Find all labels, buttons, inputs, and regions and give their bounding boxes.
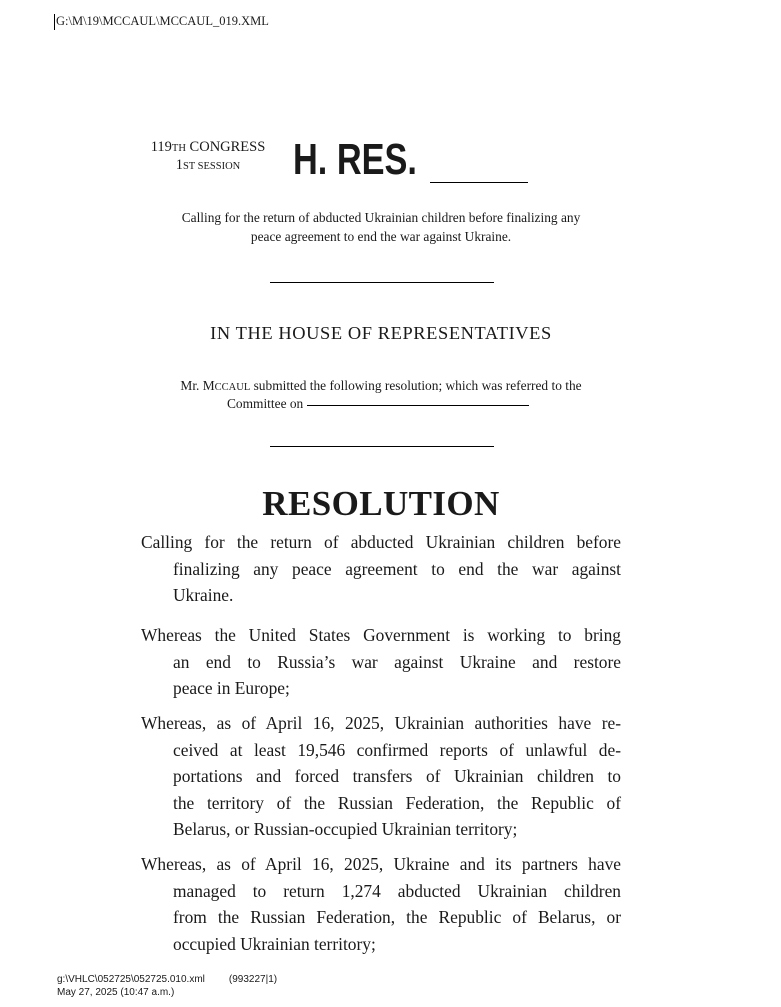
text-line: Calling for the return of abducted Ukrainian children before <box>141 532 621 552</box>
whereas-clause <box>141 622 621 702</box>
divider <box>270 446 494 447</box>
text-line: Whereas, as of April 16, 2025, Ukraine and its partners have <box>141 854 621 874</box>
congress-label: 119TH CONGRESS <box>150 139 266 155</box>
sponsor-name-rest: CAUL <box>221 382 251 393</box>
text-line: an end to Russia’s war against Ukraine and restore <box>173 651 621 672</box>
text-line: Whereas, as of April 16, 2025, Ukrainian authorities have re- <box>141 713 621 733</box>
text-line: the territory of the Russian Federation, the Republic of <box>173 792 621 813</box>
file-path: G:\M\19\MCCAUL\MCCAUL_019.XML <box>56 14 269 28</box>
text-line: managed to return 1,274 abducted Ukrainian children <box>173 880 621 901</box>
committee-referral: Committee on <box>227 395 529 413</box>
text-line: occupied Ukrainian territory; <box>173 933 376 954</box>
text-line: peace in Europe; <box>173 678 290 699</box>
whereas-clause <box>141 851 621 957</box>
footer-code: (993227|1) <box>228 974 278 985</box>
text-line: portations and forced transfers of Ukrainian children to <box>173 766 621 787</box>
text-line: finalizing any peace agreement to end the war against <box>173 558 621 579</box>
congress-session-block <box>140 139 276 175</box>
whereas-clause <box>141 710 621 843</box>
footer-file-path: g:\VHLC\052725\052725.010.xml <box>57 974 205 985</box>
short-title-line: Calling for the return of abducted Ukrainian children before finalizing any <box>181 210 581 225</box>
footer <box>57 974 277 999</box>
text-line: Whereas the United States Government is working to bring <box>141 625 621 645</box>
document-heading: RESOLUTION <box>262 484 500 523</box>
short-title-line: peace agreement to end the war against Ukraine. <box>250 229 512 244</box>
text-line: Ukraine. <box>173 585 234 606</box>
text-line: ceived at least 19,546 confirmed reports of unlawful de- <box>173 739 621 760</box>
session-label: 1ST SESSION <box>175 157 241 173</box>
measure-type: H. RES. <box>293 135 417 184</box>
short-title <box>150 208 612 246</box>
submission-statement: Mr. MCCAUL submitted the following resolution; which was referred to the <box>180 378 582 393</box>
margin-line <box>54 14 55 30</box>
chamber-heading: IN THE HOUSE OF REPRESENTATIVES <box>210 323 552 343</box>
text-line: from the Russian Federation, the Republic of Belarus, or <box>173 907 621 928</box>
title-paragraph <box>141 529 621 609</box>
measure-number-blank <box>430 182 528 183</box>
divider <box>270 282 494 283</box>
footer-date: May 27, 2025 (10:47 a.m.) <box>57 986 175 998</box>
committee-blank <box>307 405 529 406</box>
text-line: Belarus, or Russian-occupied Ukrainian territory; <box>173 819 518 840</box>
